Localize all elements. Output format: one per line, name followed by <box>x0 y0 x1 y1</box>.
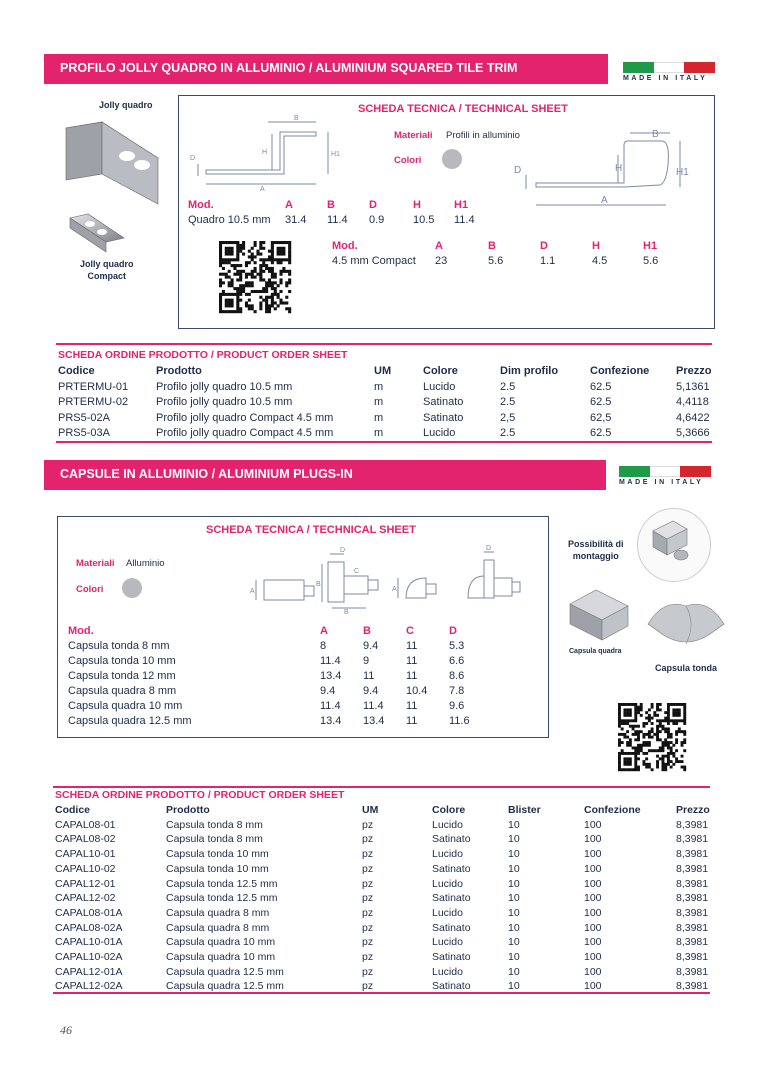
table-cell: 10 <box>508 906 520 919</box>
capsula-quadra-image <box>566 584 636 644</box>
dims-cell: Capsula quadra 8 mm <box>68 685 177 697</box>
dims-cell: 11.4 <box>320 655 341 667</box>
table-cell: pz <box>362 906 374 919</box>
materiali-value-2: Alluminio <box>126 558 165 569</box>
table-header: UM <box>374 365 392 377</box>
dims1-cell: 0.9 <box>369 214 385 226</box>
table-cell: Lucido <box>432 877 463 890</box>
table-cell: CAPAL12-01 <box>55 877 116 890</box>
table-cell: 100 <box>584 980 602 993</box>
table-cell: Capsula quadra 10 mm <box>166 951 276 963</box>
table-cell: 10 <box>508 833 520 846</box>
table-cell: 8,3981 <box>676 965 709 978</box>
dims-cell: 9.4 <box>363 685 379 697</box>
italian-flag-icon <box>623 62 715 73</box>
dims1-header-h1: H1 <box>454 199 469 211</box>
page-number: 46 <box>60 1023 72 1037</box>
table-cell: 10 <box>508 892 520 905</box>
dims2-cell: 5.6 <box>488 255 504 267</box>
dims1-cell: 11.4 <box>454 214 475 226</box>
dims2-cell: 1.1 <box>540 255 556 267</box>
table-cell: CAPAL10-01A <box>55 936 123 949</box>
table-cell: Capsula tonda 8 mm <box>166 818 263 831</box>
dims2-header-h1: H1 <box>643 240 658 252</box>
table-cell: Capsula tonda 10 mm <box>166 862 269 875</box>
table-cell: m <box>374 396 384 408</box>
table-cell: 8,3981 <box>676 951 709 963</box>
table-cell: Capsula tonda 8 mm <box>166 833 263 846</box>
svg-text:B: B <box>652 129 659 140</box>
plug-drawing-icon <box>248 545 538 618</box>
svg-text:H: H <box>615 163 623 174</box>
mount-label: Possibilità di montaggio <box>568 539 624 561</box>
table-header: Blister <box>508 804 541 816</box>
table-header: Confezione <box>584 804 641 816</box>
dims-cell: Capsula tonda 12 mm <box>68 670 176 682</box>
table-cell: m <box>374 380 384 393</box>
section2-title: CAPSULE IN ALLUMINIO / ALUMINIUM PLUGS-IN <box>60 467 353 481</box>
dims-cell: 11 <box>406 640 418 652</box>
dims1-header-a: A <box>285 199 293 211</box>
table-cell: 4,6422 <box>676 411 710 424</box>
table-cell: Capsula quadra 8 mm <box>166 906 270 919</box>
table-cell: 10 <box>508 877 520 890</box>
jolly-quadro-compact-image <box>68 212 128 252</box>
table-cell: 8,3981 <box>676 936 709 949</box>
table-cell: CAPAL10-01 <box>55 848 116 861</box>
table-cell: 100 <box>584 862 602 875</box>
dims-cell: 13.4 <box>320 670 342 682</box>
section2-title-bar <box>44 460 606 490</box>
svg-text:D: D <box>486 545 492 552</box>
dims-header: Mod. <box>68 625 94 637</box>
order-rule-top-1 <box>56 343 712 345</box>
table-cell: Satinato <box>432 862 471 875</box>
dims-cell: 8.6 <box>449 670 465 682</box>
table-header: Prodotto <box>156 365 202 377</box>
table-cell: 10 <box>508 965 520 978</box>
table-cell: 8,3981 <box>676 862 709 875</box>
table-cell: pz <box>362 921 374 934</box>
capsula-quadra-label: Capsula quadra <box>569 648 622 655</box>
table-cell: Capsula quadra 10 mm <box>166 936 276 949</box>
qr-code-icon[interactable] <box>618 703 686 771</box>
dims1-header-d: D <box>369 199 377 211</box>
table-cell: 2.5 <box>500 380 516 393</box>
profile-drawing-icon <box>190 112 340 192</box>
table-cell: 100 <box>584 892 602 905</box>
capsula-tonda-label: Capsula tonda <box>655 663 718 673</box>
table-cell: 10 <box>508 818 520 831</box>
svg-text:D: D <box>190 155 196 162</box>
svg-text:H1: H1 <box>676 167 689 178</box>
table-cell: 2.5 <box>500 427 516 439</box>
table-cell: 100 <box>584 906 602 919</box>
dims1-header-b: B <box>327 199 335 211</box>
table-header: Confezione <box>590 365 650 377</box>
table-cell: Capsula quadra 12.5 mm <box>166 965 284 978</box>
table-cell: Capsula quadra 8 mm <box>166 921 270 934</box>
table-cell: 2,5 <box>500 411 516 424</box>
table-cell: Profilo jolly quadro Compact 4.5 mm <box>156 411 334 424</box>
table-cell: Lucido <box>432 936 463 949</box>
table-cell: 4,4118 <box>676 396 709 408</box>
dims-cell: 5.3 <box>449 640 465 652</box>
table-cell: 100 <box>584 818 602 831</box>
mount-image-plug <box>647 515 697 565</box>
table-cell: 62.5 <box>590 380 612 393</box>
table-cell: Capsula tonda 12.5 mm <box>166 877 278 890</box>
svg-text:B: B <box>344 609 349 616</box>
table-cell: 100 <box>584 936 602 949</box>
table-cell: CAPAL08-02A <box>55 921 123 934</box>
table-cell: 100 <box>584 965 602 978</box>
table-cell: CAPAL10-02 <box>55 862 116 875</box>
dims2-cell: 5.6 <box>643 255 659 267</box>
dims2-cell: 23 <box>435 255 448 267</box>
table-cell: Capsula tonda 10 mm <box>166 848 269 861</box>
materiali-value-1: Profili in alluminio <box>446 130 520 141</box>
dims1-cell: 10.5 <box>413 214 435 226</box>
dims2-header-mod: Mod. <box>332 240 358 252</box>
dims-header: C <box>406 625 414 637</box>
table-cell: 8,3981 <box>676 833 709 846</box>
svg-text:H1: H1 <box>331 151 340 158</box>
table-cell: PRTERMU-01 <box>58 380 129 393</box>
table-cell: Profilo jolly quadro Compact 4.5 mm <box>156 427 334 439</box>
dims-header: D <box>449 625 457 637</box>
dims-cell: Capsula tonda 10 mm <box>68 655 176 667</box>
table-cell: CAPAL08-01 <box>55 818 116 831</box>
table-header: Colore <box>432 804 466 816</box>
order-title-1: SCHEDA ORDINE PRODOTTO / PRODUCT ORDER SHEET <box>58 349 348 361</box>
materiali-label-2: Materiali <box>76 558 115 569</box>
svg-text:A: A <box>601 195 608 206</box>
dims-cell: 11.4 <box>320 700 341 712</box>
table-cell: 10 <box>508 980 520 993</box>
table-cell: 100 <box>584 951 602 963</box>
table-cell: pz <box>362 848 374 861</box>
dims-cell: 11 <box>406 715 418 727</box>
dims-cell: 11 <box>406 700 418 712</box>
table-header: Codice <box>55 804 91 816</box>
table-cell: Satinato <box>432 892 471 905</box>
dims-header: B <box>363 625 371 637</box>
table-cell: PRS5-02A <box>58 411 110 424</box>
table-cell: 62.5 <box>590 427 612 439</box>
table-cell: pz <box>362 833 374 846</box>
table-cell: 10 <box>508 848 520 861</box>
table-cell: 100 <box>584 877 602 890</box>
table-cell: 100 <box>584 921 602 934</box>
dims1-cell: Quadro 10.5 mm <box>188 214 271 226</box>
dims-cell: 10.4 <box>406 685 428 697</box>
dims-cell: 11.4 <box>363 700 384 712</box>
svg-text:H: H <box>262 149 268 156</box>
dims-cell: 9 <box>363 655 370 667</box>
table-cell: 8,3981 <box>676 921 709 934</box>
table-cell: 100 <box>584 848 602 861</box>
table-cell: pz <box>362 965 374 978</box>
product-label-jolly-quadro: Jolly quadro <box>99 100 153 110</box>
table-cell: Profilo jolly quadro 10.5 mm <box>156 380 293 393</box>
dims1-header-mod: Mod. <box>188 199 214 211</box>
table-cell: 8,3981 <box>676 848 709 861</box>
table-cell: 100 <box>584 833 602 846</box>
table-cell: 10 <box>508 936 520 949</box>
color-swatch-aluminium-2 <box>122 578 142 598</box>
colori-label-2: Colori <box>76 584 104 595</box>
dims2-header-h: H <box>592 240 600 252</box>
table-cell: Satinato <box>432 921 471 934</box>
table-cell: Satinato <box>432 833 471 846</box>
table-header: Codice <box>58 365 95 377</box>
table-cell: Profilo jolly quadro 10.5 mm <box>156 396 293 408</box>
table-cell: Lucido <box>423 380 456 393</box>
table-cell: 62.5 <box>590 396 612 408</box>
order-rule-bottom-2 <box>53 992 710 994</box>
dims2-cell: 4.5 mm Compact <box>332 255 416 267</box>
svg-text:A: A <box>260 186 265 193</box>
made-in-italy-text: MADE IN ITALY <box>619 479 704 486</box>
table-header: Dim profilo <box>500 365 559 377</box>
order-rule-bottom-1 <box>56 441 712 443</box>
svg-text:A: A <box>392 586 397 593</box>
table-cell: pz <box>362 936 374 949</box>
jolly-quadro-image <box>62 118 162 203</box>
table-cell: 8,3981 <box>676 877 709 890</box>
made-in-italy-badge-2 <box>619 466 711 486</box>
table-cell: 8,3981 <box>676 906 709 919</box>
dims1-cell: 31.4 <box>285 214 307 226</box>
dims-cell: Capsula quadra 10 mm <box>68 700 183 712</box>
dims-cell: 13.4 <box>363 715 385 727</box>
table-cell: CAPAL08-01A <box>55 906 123 919</box>
dims-cell: 11 <box>406 655 418 667</box>
table-cell: pz <box>362 818 374 831</box>
table-cell: Lucido <box>432 965 463 978</box>
svg-text:B: B <box>294 115 299 122</box>
table-header: Prezzo <box>676 804 710 816</box>
table-cell: pz <box>362 980 374 993</box>
order-title-2: SCHEDA ORDINE PRODOTTO / PRODUCT ORDER SHEET <box>55 789 345 801</box>
dims2-cell: 4.5 <box>592 255 608 267</box>
table-cell: Satinato <box>432 951 471 963</box>
table-cell: m <box>374 411 384 424</box>
table-cell: Lucido <box>432 848 463 861</box>
table-cell: Capsula tonda 12.5 mm <box>166 892 278 905</box>
table-cell: CAPAL08-02 <box>55 833 116 846</box>
table-cell: pz <box>362 877 374 890</box>
table-cell: 10 <box>508 921 520 934</box>
product-label-jolly-quadro-compact: Jolly quadro Compact <box>80 259 134 281</box>
svg-text:C: C <box>354 568 360 575</box>
table-cell: 8,3981 <box>676 892 709 905</box>
table-cell: Satinato <box>432 980 471 993</box>
dims-cell: 7.8 <box>449 685 465 697</box>
table-cell: pz <box>362 862 374 875</box>
table-cell: 8,3981 <box>676 980 709 993</box>
table-cell: CAPAL12-01A <box>55 965 123 978</box>
svg-text:D: D <box>340 547 346 554</box>
section1-title: PROFILO JOLLY QUADRO IN ALLUMINIO / ALUMINIUM SQUARED TILE TRIM <box>60 61 518 75</box>
dims-cell: 9.4 <box>320 685 336 697</box>
dims2-header-a: A <box>435 240 443 252</box>
order-rule-top-2 <box>53 786 710 788</box>
table-cell: PRTERMU-02 <box>58 396 129 408</box>
table-cell: pz <box>362 892 374 905</box>
table-cell: 5,3666 <box>676 427 710 439</box>
materiali-label-1: Materiali <box>394 130 433 141</box>
table-cell: CAPAL10-02A <box>55 951 123 963</box>
dims-cell: 6.6 <box>449 655 465 667</box>
table-cell: 62,5 <box>590 411 612 424</box>
dims-cell: 11.6 <box>449 715 470 727</box>
dims2-header-d: D <box>540 240 548 252</box>
svg-text:B: B <box>316 581 321 588</box>
dims-cell: 9.4 <box>363 640 379 652</box>
table-cell: Lucido <box>423 427 456 439</box>
table-cell: CAPAL12-02A <box>55 980 123 993</box>
table-cell: 8,3981 <box>676 818 709 831</box>
capsula-tonda-image <box>644 594 728 654</box>
dims-cell: Capsula quadra 12.5 mm <box>68 715 192 727</box>
table-cell: CAPAL12-02 <box>55 892 116 905</box>
dims-header: A <box>320 625 328 637</box>
table-cell: Satinato <box>423 411 464 424</box>
table-cell: Lucido <box>432 818 463 831</box>
table-cell: 10 <box>508 862 520 875</box>
dims-cell: 9.6 <box>449 700 465 712</box>
table-cell: 2.5 <box>500 396 516 408</box>
table-cell: Satinato <box>423 396 464 408</box>
color-swatch-aluminium-1 <box>442 149 462 169</box>
table-cell: Lucido <box>432 906 463 919</box>
table-header: UM <box>362 804 379 816</box>
table-cell: 10 <box>508 951 520 963</box>
table-cell: pz <box>362 951 374 963</box>
table-cell: PRS5-03A <box>58 427 110 439</box>
dims-cell: 13.4 <box>320 715 342 727</box>
svg-text:D: D <box>514 165 522 176</box>
table-header: Colore <box>423 365 458 377</box>
dims1-header-h: H <box>413 199 421 211</box>
tech-title-1: SCHEDA TECNICA / TECHNICAL SHEET <box>358 103 568 115</box>
made-in-italy-text: MADE IN ITALY <box>623 75 708 82</box>
italian-flag-icon <box>619 466 711 477</box>
table-cell: m <box>374 427 384 439</box>
section1-title-bar <box>44 54 608 84</box>
table-header: Prodotto <box>166 804 210 816</box>
tech-title-2: SCHEDA TECNICA / TECHNICAL SHEET <box>206 524 416 536</box>
dims-cell: Capsula tonda 8 mm <box>68 640 170 652</box>
table-header: Prezzo <box>676 365 712 377</box>
profile-drawing-icon <box>512 125 692 210</box>
dims2-header-b: B <box>488 240 496 252</box>
table-cell: 5,1361 <box>676 380 710 393</box>
qr-code-icon[interactable] <box>219 241 291 313</box>
colori-label-1: Colori <box>394 155 422 166</box>
dims-cell: 11 <box>363 670 375 682</box>
dims-cell: 8 <box>320 640 327 652</box>
table-cell: Capsula quadra 12.5 mm <box>166 980 284 993</box>
svg-text:A: A <box>250 588 255 595</box>
made-in-italy-badge-1 <box>623 62 715 82</box>
dims1-cell: 11.4 <box>327 214 348 226</box>
dims-cell: 11 <box>406 670 418 682</box>
